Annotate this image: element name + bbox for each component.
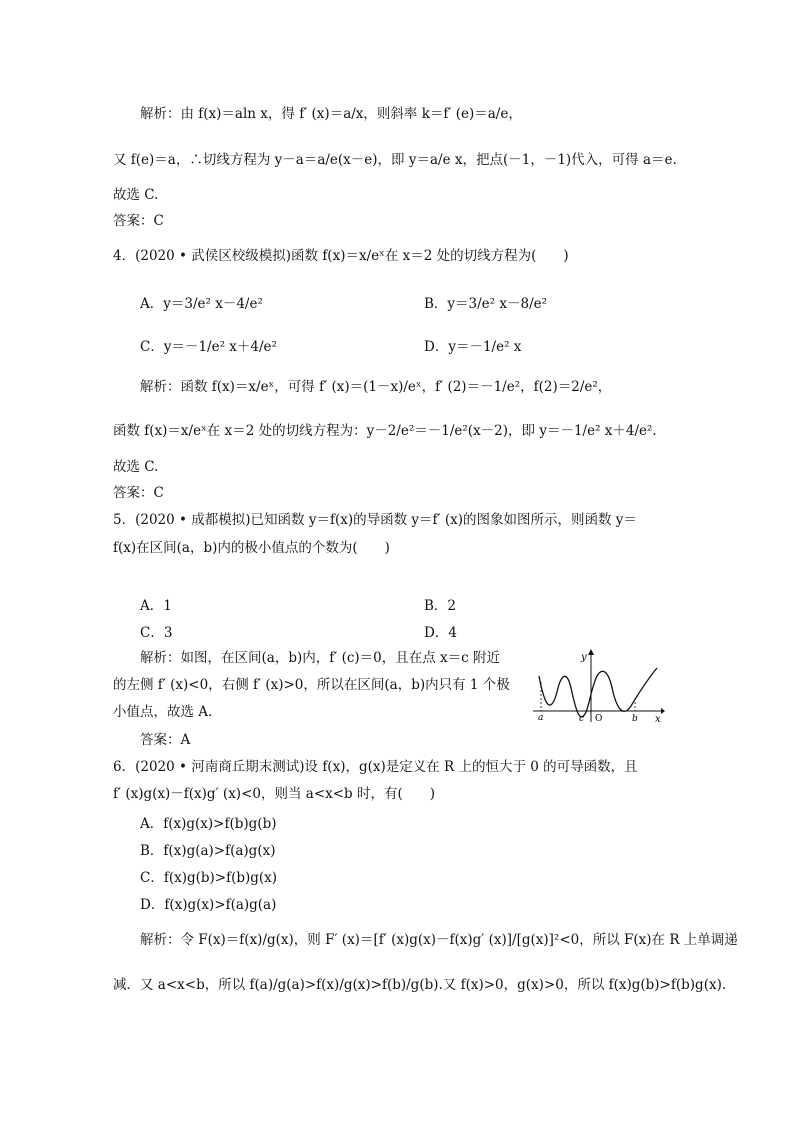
q4-option-d: D．y＝－1/e² x (424, 339, 522, 355)
q6-stem-line-1: 6．(2020 • 河南商丘期末测试)设 f(x)，g(x)是定义在 R 上的恒大于 0 的可导函数，且 (113, 759, 638, 775)
p3-pick: 故选 C. (113, 187, 159, 203)
y-axis-arrow (588, 649, 594, 655)
q5-option-a: A．1 (140, 598, 172, 614)
q4-answer: 答案：C (113, 485, 164, 501)
q5-option-c: C．3 (140, 625, 173, 641)
q5-answer: 答案：A (140, 732, 191, 748)
q6-solution-line-1: 解析：令 F(x)＝f(x)/g(x)，则 F′ (x)＝[f′ (x)g(x)－f(x)g′ (x)]/[g(x)]²<0，所以 F(x)在 R 上单调递 (140, 932, 738, 948)
x-axis-arrow (661, 708, 665, 714)
q6-stem-line-2: f′ (x)g(x)－f(x)g′ (x)<0，则当 a<x<b 时，有( ) (113, 786, 436, 802)
x-label: x (655, 714, 661, 724)
derivative-curve (539, 668, 657, 717)
q5-stem-line-1: 5．(2020 • 成都模拟)已知函数 y＝f(x)的导函数 y＝f′ (x)的图象如图所示，则函数 y＝ (113, 512, 637, 528)
q5-stem-line-2: f(x)在区间(a，b)内的极小值点的个数为( ) (113, 540, 390, 556)
q5-option-d: D．4 (424, 625, 457, 641)
q4-option-b: B．y＝3/e² x－8/e² (424, 296, 548, 312)
q4-solution-line-2: 函数 f(x)＝x/eˣ在 x＝2 处的切线方程为：y－2/e²＝－1/e²(x－2)，即 y＝－1/e² x＋4/e². (113, 423, 657, 439)
q5-solution-line-3: 小值点，故选 A. (113, 704, 213, 720)
q6-option-c: C．f(x)g(b)>f(b)g(x) (140, 870, 278, 886)
q4-solution-line-1: 解析：函数 f(x)＝x/eˣ，可得 f′ (x)＝(1－x)/eˣ，f′ (2)＝－1/e²，f(2)＝2/e²， (140, 379, 612, 395)
q5-solution-line-2: 的左侧 f′ (x)<0，右侧 f′ (x)>0，所以在区间(a，b)内只有 1 个极 (113, 677, 510, 693)
p3-solution-line-1: 解析：由 f(x)＝aln x，得 f′ (x)＝a/x，则斜率 k＝f′ (e)＝a/e， (140, 106, 522, 122)
q6-option-d: D．f(x)g(x)>f(a)g(a) (140, 897, 277, 913)
origin-label: O (595, 714, 603, 724)
p3-answer: 答案：C (113, 213, 164, 229)
q4-option-a: A．y＝3/e² x－4/e² (140, 296, 263, 312)
b-label: b (632, 714, 638, 724)
q6-option-b: B．f(x)g(a)>f(a)g(x) (140, 843, 276, 859)
q6-option-a: A．f(x)g(x)>f(b)g(b) (140, 816, 277, 832)
p3-solution-line-2: 又 f(e)＝a，∴切线方程为 y－a＝a/e(x－e)，即 y＝a/e x，把点(－1，－1)代入，可得 a＝e. (113, 152, 677, 168)
q4-option-c: C．y＝－1/e² x＋4/e² (140, 339, 277, 355)
derivative-graph-figure (531, 648, 665, 724)
q4-pick: 故选 C. (113, 459, 159, 475)
a-label: a (538, 713, 544, 723)
q5-solution-line-1: 解析：如图，在区间(a，b)内，f′ (c)＝0，且在点 x＝c 附近 (140, 650, 501, 666)
q4-stem: 4．(2020 • 武侯区校级模拟)函数 f(x)＝x/eˣ在 x＝2 处的切线方程为( ) (113, 248, 569, 264)
y-label: y (581, 652, 587, 663)
c-label: c (579, 714, 585, 724)
q6-solution-line-2: 减．又 a<x<b，所以 f(a)/g(a)>f(x)/g(x)>f(b)/g(b).又 f(x)>0，g(x)>0，所以 f(x)g(b)>f(b)g(x). (113, 977, 727, 993)
q5-option-b: B．2 (424, 598, 457, 614)
